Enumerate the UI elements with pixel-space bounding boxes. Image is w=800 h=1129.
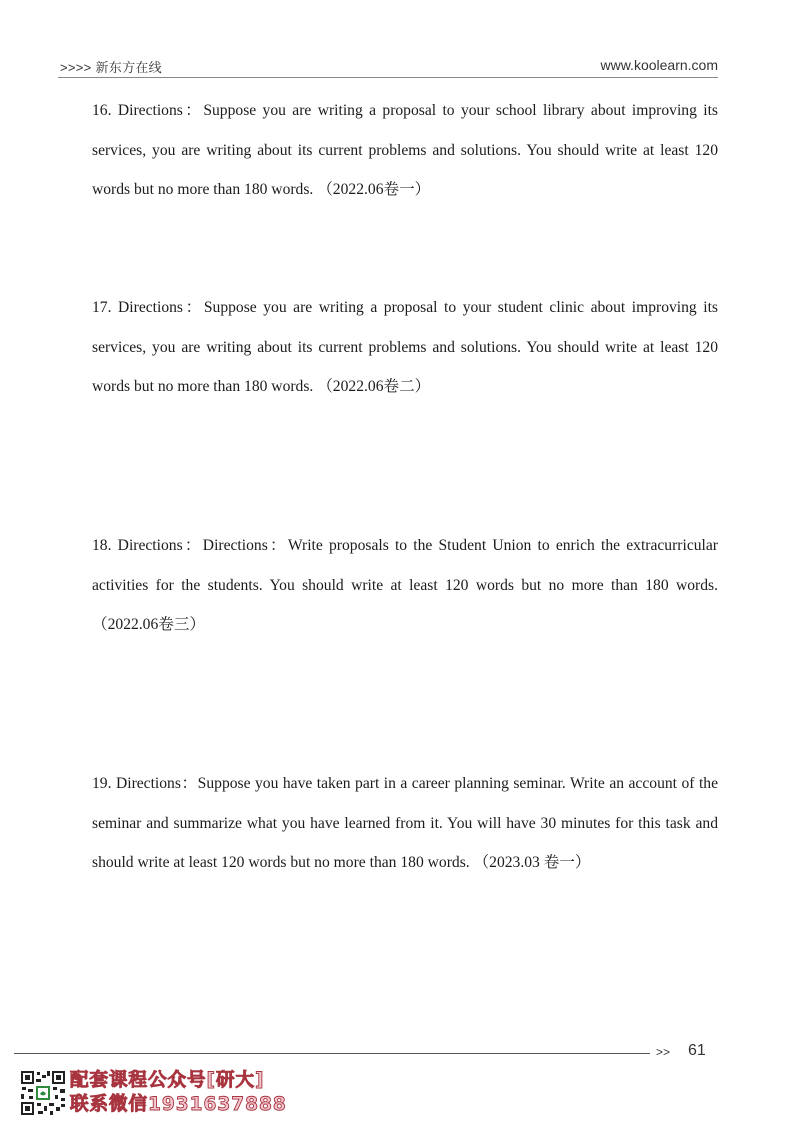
footer-divider: [14, 1053, 650, 1054]
question-18: 18. Directions：Directions：Write proposals to the Student Union to enrich the extracurricular activities for the students. You should write at least 120 words but no more than 180 words. （2022.06卷三）: [92, 537, 718, 633]
question-16: 16. Directions：Suppose you are writing a proposal to your school library about improving its services, you are writing about its current problems and solutions. You should write at least 120 words but no more than 180 words. （2022.06卷一）: [92, 102, 718, 198]
qr-code-icon: [20, 1070, 66, 1116]
watermark-line-1: 配套课程公众号[研大]: [70, 1070, 265, 1091]
question-19: 19. Directions：Suppose you have taken part in a career planning seminar. Write an account of the seminar and summarize what you have learned from it. You will have 30 minutes for this task and should write at least 120 words but no more than 180 words. （2023.03 卷一）: [92, 775, 718, 871]
header-divider: [58, 77, 718, 78]
header-url: www.koolearn.com: [600, 57, 718, 73]
header-brand: >>>> 新东方在线: [60, 60, 162, 75]
watermark-line-2: 联系微信1931637888: [70, 1094, 287, 1115]
footer-arrows: >>: [656, 1045, 671, 1059]
page-number: 61: [688, 1042, 706, 1059]
question-17: 17. Directions：Suppose you are writing a proposal to your student clinic about improving its services, you are writing about its current problems and solutions. You should write at least 120 words but no more than 180 words. （2022.06卷二）: [92, 299, 718, 395]
